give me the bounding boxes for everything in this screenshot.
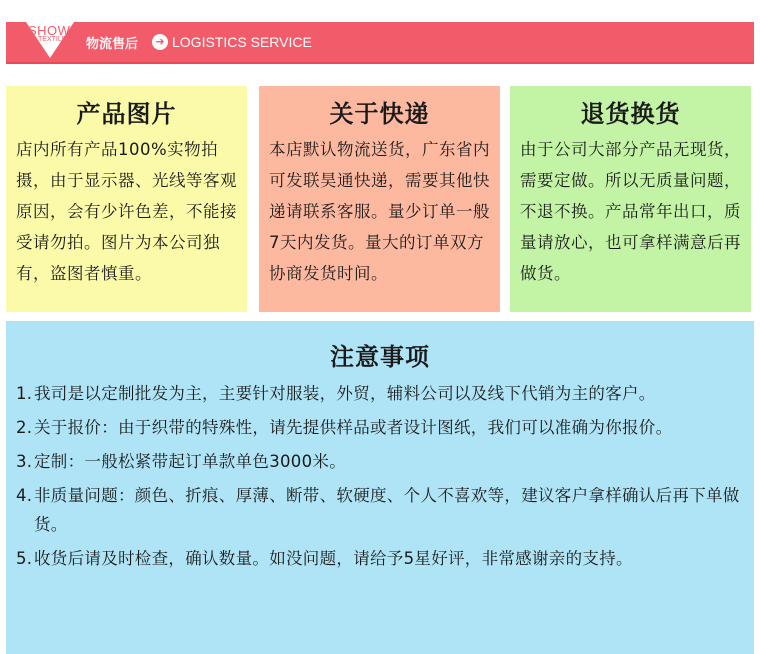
logistics-banner xyxy=(6,22,754,64)
banner-title-en: LOGISTICS SERVICE xyxy=(172,34,312,50)
notice-item xyxy=(16,447,744,476)
card-title: 产品图片 xyxy=(76,100,177,128)
notice-item xyxy=(16,379,744,408)
notice-item xyxy=(16,544,744,573)
notice-item-number: 1. xyxy=(16,384,33,403)
notice-item-number: 5. xyxy=(16,549,33,568)
arrow-right-icon: ➜ xyxy=(152,34,168,50)
card-shipping xyxy=(259,86,500,312)
notice-list xyxy=(16,379,744,573)
notice-title: 注意事项 xyxy=(330,343,430,371)
notice-panel xyxy=(6,321,754,654)
card-title: 关于快递 xyxy=(329,100,430,128)
notice-item-number: 3. xyxy=(16,452,33,471)
notice-item-text: 定制：一般松紧带起订单款单色3000米。 xyxy=(34,452,346,471)
notice-item-text: 非质量问题：颜色、折痕、厚薄、断带、软硬度、个人不喜欢等，建议客户拿样确认后再下单做货。 xyxy=(34,486,740,534)
card-title: 退货换货 xyxy=(580,100,681,128)
notice-item-text: 收货后请及时检查，确认数量。如没问题，请给予5星好评，非常感谢亲的支持。 xyxy=(34,549,633,568)
card-body: 由于公司大部分产品无现货，需要定做。所以无质量问题，不退不换。产品常年出口，质量请放心，也可拿样满意后再做货。 xyxy=(520,140,741,283)
notice-item xyxy=(16,413,744,442)
notice-item-text: 关于报价：由于织带的特殊性，请先提供样品或者设计图纸，我们可以准确为你报价。 xyxy=(34,418,673,437)
card-product-images xyxy=(6,86,247,312)
card-body: 店内所有产品100%实物拍摄，由于显示器、光线等客观原因，会有少许色差，不能接受请勿拍。图片为本公司独有，盗图者慎重。 xyxy=(16,140,237,283)
notice-item xyxy=(16,481,744,539)
logo-text: SHOW xyxy=(28,23,71,38)
notice-item-text: 我司是以定制批发为主，主要针对服装，外贸，辅料公司以及线下代销为主的客户。 xyxy=(34,384,656,403)
card-body: 本店默认物流送货，广东省内可发联昊通快递，需要其他快递请联系客服。量少订单一般7天内发货。量大的订单双方协商发货时间。 xyxy=(269,140,490,283)
notice-item-number: 4. xyxy=(16,486,33,505)
card-returns xyxy=(510,86,751,312)
notice-item-number: 2. xyxy=(16,418,33,437)
logo-subtext: TEXTILE xyxy=(38,36,67,43)
banner-title-zh: 物流售后 xyxy=(86,37,139,52)
